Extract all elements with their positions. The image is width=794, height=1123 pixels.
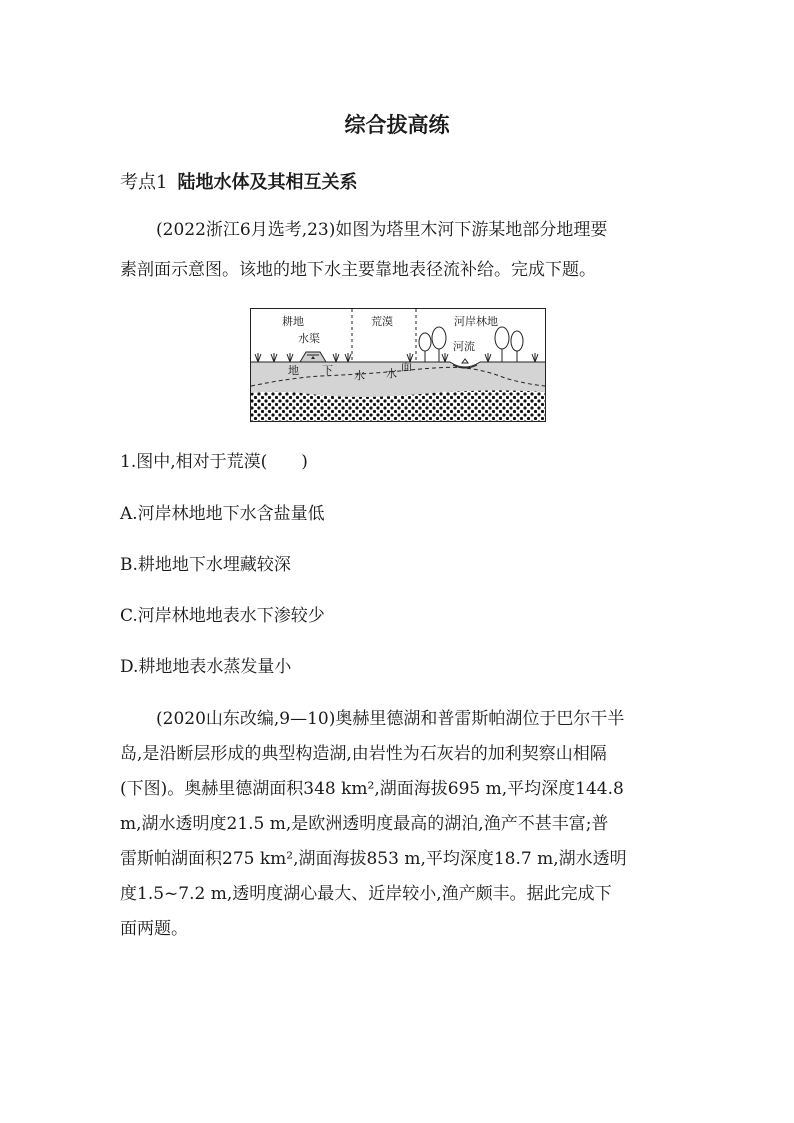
label-riverside-forest: 河岸林地 [454,315,498,328]
question-1-option-c: C.河岸林地地表水下渗较少 [120,606,325,626]
intro1-line-2: 素剖面示意图。该地的地下水主要靠地表径流补给。完成下题。 [120,260,596,280]
label-desert: 荒漠 [371,315,393,328]
section-title: 陆地水体及其相互关系 [177,172,358,193]
label-canal: 水渠 [298,332,320,345]
label-water-table-5: 面 [401,360,412,373]
intro2-line-6: 度1.5~7.2 m,透明度湖心最大、近岸较小,渔产颇丰。据此完成下 [120,884,612,904]
cross-section-figure [250,308,546,422]
label-water-table-2: 下 [322,364,333,377]
label-water-table-3: 水 [354,369,365,382]
label-water-table-4: 水 [386,367,397,380]
label-water-table-1: 地 [288,364,299,377]
question-1-option-b: B.耕地地下水埋藏较深 [120,555,291,575]
intro2-line-1: (2020山东改编,9—10)奥赫里德湖和普雷斯帕湖位于巴尔干半 [156,709,625,729]
page-title: 综合拔高练 [344,113,450,137]
intro2-line-7: 面两题。 [120,919,188,939]
cross-section-diagram [250,308,546,422]
intro2-line-5: 雷斯帕湖面积275 km²,湖面海拔853 m,平均深度18.7 m,湖水透明 [120,849,627,869]
intro1-line-1: (2022浙江6月选考,23)如图为塔里木河下游某地部分地理要 [156,220,608,240]
label-river: 河流 [453,340,475,353]
question-1-option-a: A.河岸林地地下水含盐量低 [120,504,325,524]
question-1-option-d: D.耕地地表水蒸发量小 [120,657,292,677]
intro2-line-2: 岛,是沿断层形成的典型构造湖,由岩性为石灰岩的加利契察山相隔 [120,744,607,764]
question-1-stem: 1.图中,相对于荒漠( ) [120,452,308,472]
intro2-line-4: m,湖水透明度21.5 m,是欧洲透明度最高的湖泊,渔产不甚丰富;普 [120,814,609,834]
label-farmland: 耕地 [282,315,304,328]
intro2-line-3: (下图)。奥赫里德湖面积348 km²,湖面海拔695 m,平均深度144.8 [120,779,624,799]
section-number: 考点1 [120,172,168,193]
section-heading [120,168,357,194]
